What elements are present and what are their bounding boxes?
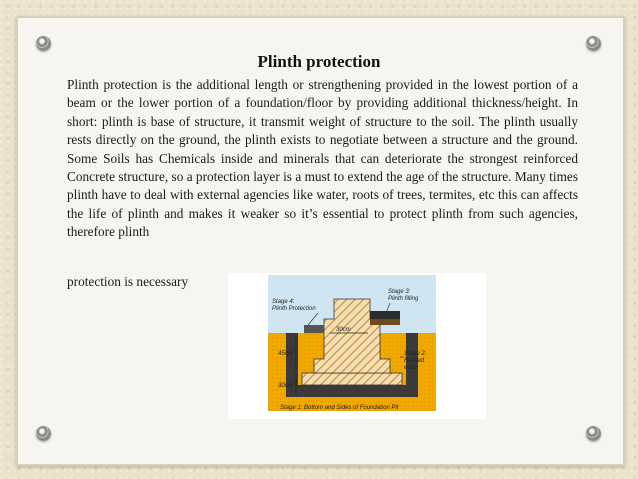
plinth-diagram-svg [228,273,486,419]
plinth-protection-diagram [228,273,486,419]
label-stage2-sub2: earth [404,365,418,371]
label-dim-top: 30cm [336,327,351,333]
label-stage4: Stage 4: [272,299,295,305]
slide-title: Plinth protection [257,52,381,71]
label-stage2: Stage 2: [404,351,427,357]
label-stage1: Stage 1: Bottom and Sides of Foundation Pit [280,405,399,411]
label-stage2-sub1: Refilled [404,358,425,364]
footing-base [302,373,402,385]
slide-body-text: Plinth protection is the additional length or strengthening provided in the lowest portion of a beam or the lower portion of a foundation/floor by providing additional thickness/height. In short: plinth is base of structure, it transmit weight of structure to the soil. The plinth usually rests directly on the ground, the plinth exists to negotiate between a structure and the ground. Some Soils has Chemicals inside and minerals that can deteriorate the strongest reinforced Concrete structure, so a protection layer is a must to extend the age of the structure. Many times plinth have to deal with external agencies like water, roots of trees, termites, etc this can affects the life of plinth and makes it weaker so it’s essential to protect plinth from such agencies, therefore plinth [67,77,578,240]
pushpin-icon [586,426,601,441]
label-stage4-sub: Plinth Protection [272,306,316,312]
label-stage3: Stage 3: [388,289,411,295]
pushpin-icon [36,426,51,441]
pushpin-icon [586,36,601,51]
slide-body-tail: protection is necessary [67,274,189,289]
pushpin-icon [36,36,51,51]
plinth-filling-layer [370,319,400,325]
label-stage3-sub: Plinth filling [388,296,419,302]
plinth-filling-top [370,311,400,319]
label-dim-bottom: 30cm [278,383,293,389]
plinth-protection-layer [304,325,324,333]
label-dim-mid: 45cm [278,351,293,357]
